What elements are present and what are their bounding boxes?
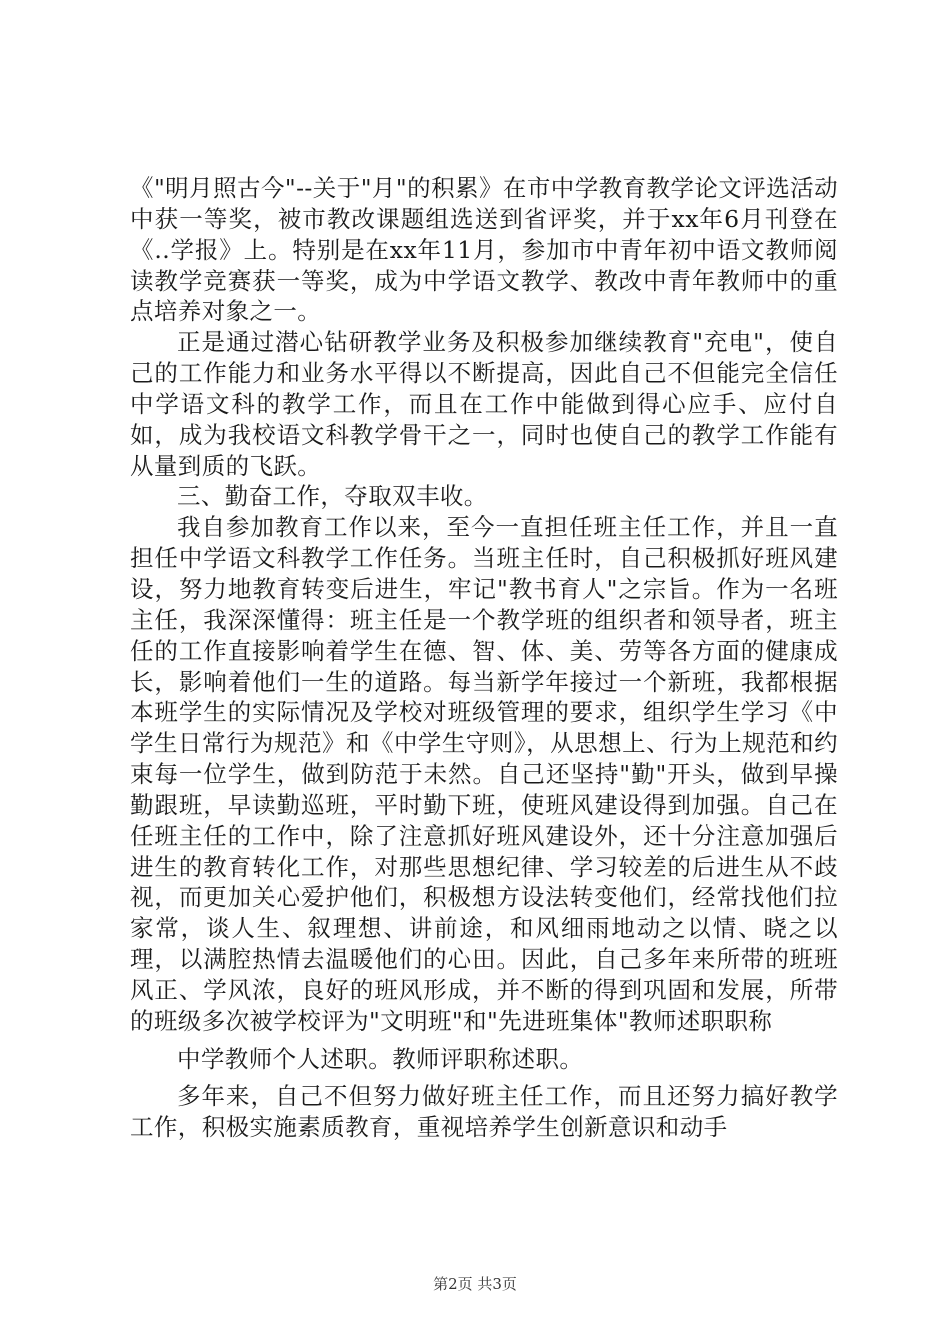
paragraph-report-title-line: 中学教师个人述职。教师评职称述职。	[177, 1044, 584, 1073]
section-heading-hard-work: 三、勤奋工作，夺取双丰收。	[177, 482, 488, 511]
paragraph-award-continuation: 《"明月照古今"--关于"月"的积累》在市中学教育教学论文评选活动中获一等奖，被市教改课题组选送到省评奖，并于xx年6月刊登在《..学报》上。特别是在xx年11月，参加市中青年初中语文教师阅读教学竞赛获一等奖，成为中学语文教学、教改中青年教师中的重点培养对象之一。	[130, 174, 838, 326]
paragraph-teaching-work: 多年来，自己不但努力做好班主任工作，而且还努力搞好教学工作，积极实施素质教育，重视培养学生创新意识和动手	[130, 1082, 838, 1142]
paragraph-continuing-education: 正是通过潜心钻研教学业务及积极参加继续教育"充电"，使自己的工作能力和业务水平得以不断提高，因此自己不但能完全信任中学语文科的教学工作，而且在工作中能做到得心应手、应付自如，成为我校语文科教学骨干之一，同时也使自己的教学工作能有从量到质的飞跃。	[130, 328, 838, 480]
page-number-footer: 第2页 共3页	[433, 1275, 517, 1293]
paragraph-class-teacher-work: 我自参加教育工作以来，至今一直担任班主任工作，并且一直担任中学语文科教学工作任务。当班主任时，自己积极抓好班风建设，努力地教育转变后进生，牢记"教书育人"之宗旨。作为一名班主任，我深深懂得：班主任是一个教学班的组织者和领导者，班主任的工作直接影响着学生在德、智、体、美、劳等各方面的健康成长，影响着他们一生的道路。每当新学年接过一个新班，我都根据本班学生的实际情况及学校对班级管理的要求，组织学生学习《中学生日常行为规范》和《中学生守则》，从思想上、行为上规范和约束每一位学生，做到防范于未然。自己还坚持"勤"开头，做到早操勤跟班，早读勤巡班，平时勤下班，使班风建设得到加强。自己在任班主任的工作中，除了注意抓好班风建设外，还十分注意加强后进生的教育转化工作，对那些思想纪律、学习较差的后进生从不歧视，而更加关心爱护他们，积极想方设法转变他们，经常找他们拉家常，谈人生、叙理想、讲前途，和风细雨地动之以情、晓之以理，以满腔热情去温暖他们的心田。因此，自己多年来所带的班班风正、学风浓，良好的班风形成，并不断的得到巩固和发展，所带的班级多次被学校评为"文明班"和"先进班集体"教师述职职称	[130, 513, 838, 1035]
document-body	[130, 173, 838, 1143]
